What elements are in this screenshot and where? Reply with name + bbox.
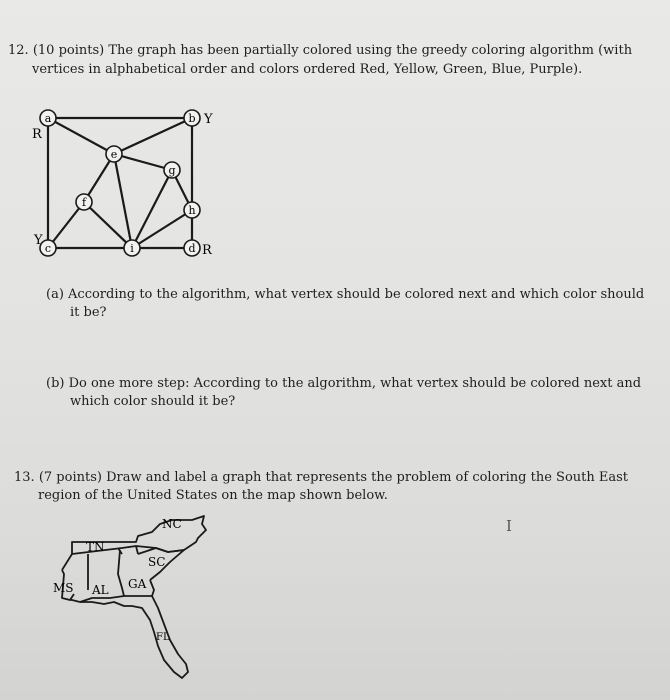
vertex-a-color-label: R (32, 127, 42, 142)
q12-text-2: vertices in alphabetical order and colors ordered Red, Yellow, Green, Blue, Purple). (32, 62, 583, 77)
vertex-g-label: g (168, 164, 176, 177)
vertex-i-label: i (130, 242, 134, 255)
state-label-ga: GA (128, 577, 147, 591)
vertex-d (184, 240, 200, 256)
state-label-fl: FL (156, 632, 170, 643)
vertex-b (184, 110, 200, 126)
vertex-i (124, 240, 140, 256)
text-cursor: I (506, 517, 512, 535)
q13-text-2: region of the United States on the map shown below. (38, 488, 388, 503)
southeast-us-map (52, 514, 222, 694)
map-borders (62, 516, 206, 678)
state-label-sc: SC (148, 555, 166, 569)
vertex-d-label: d (188, 242, 196, 255)
graph-edges (48, 118, 192, 248)
state-label-ms: MS (53, 581, 74, 595)
vertex-b-label: b (188, 112, 196, 125)
q13-number: 13. (14, 470, 35, 485)
vertex-a (40, 110, 56, 126)
state-labels (53, 517, 182, 643)
q12b-text-2: which color should it be? (70, 394, 236, 409)
state-label-al: AL (92, 583, 109, 597)
q12b-text-1: (b) Do one more step: According to the algorithm, what vertex should be colored next and (46, 376, 642, 391)
vertex-f (76, 194, 92, 210)
florida-outline (80, 596, 188, 678)
q12-points: (10 points) (32, 43, 105, 58)
q13-points: (7 points) (38, 470, 102, 485)
vertex-f-label: f (81, 196, 87, 209)
q12-line1 (8, 43, 632, 59)
q12-number: 12. (8, 43, 29, 58)
edge-e-g (114, 154, 172, 170)
vertex-h (184, 202, 200, 218)
q13-line1 (14, 470, 628, 486)
state-label-tn: TN (86, 540, 105, 554)
vertex-c-color-label: Y (34, 233, 43, 248)
q12a-text-1: (a) According to the algorithm, what vertex should be colored next and which color should (46, 287, 645, 302)
edge-e-b (114, 118, 192, 154)
vertex-a-label: a (44, 112, 52, 125)
q13-text-1: Draw and label a graph that represents the problem of coloring the South East (106, 470, 629, 485)
al-ga-border (118, 550, 124, 596)
q12a-text-2: it be? (70, 305, 107, 320)
edge-a-e (48, 118, 114, 154)
vertex-e (106, 146, 122, 162)
ga-sc-border (136, 546, 138, 554)
vertex-c-label: c (44, 242, 52, 255)
greedy-coloring-graph (28, 104, 228, 264)
vertex-e-label: e (110, 148, 118, 161)
vertex-h-label: h (188, 204, 196, 217)
state-label-nc: NC (162, 517, 182, 531)
vertex-b-color-label: Y (204, 112, 213, 127)
vertex-d-color-label: R (202, 243, 212, 258)
al-coast (70, 600, 80, 602)
q12-text-1: The graph has been partially colored using the greedy coloring algorithm (with (108, 43, 633, 58)
vertex-g (164, 162, 180, 178)
ms-north (62, 554, 72, 570)
